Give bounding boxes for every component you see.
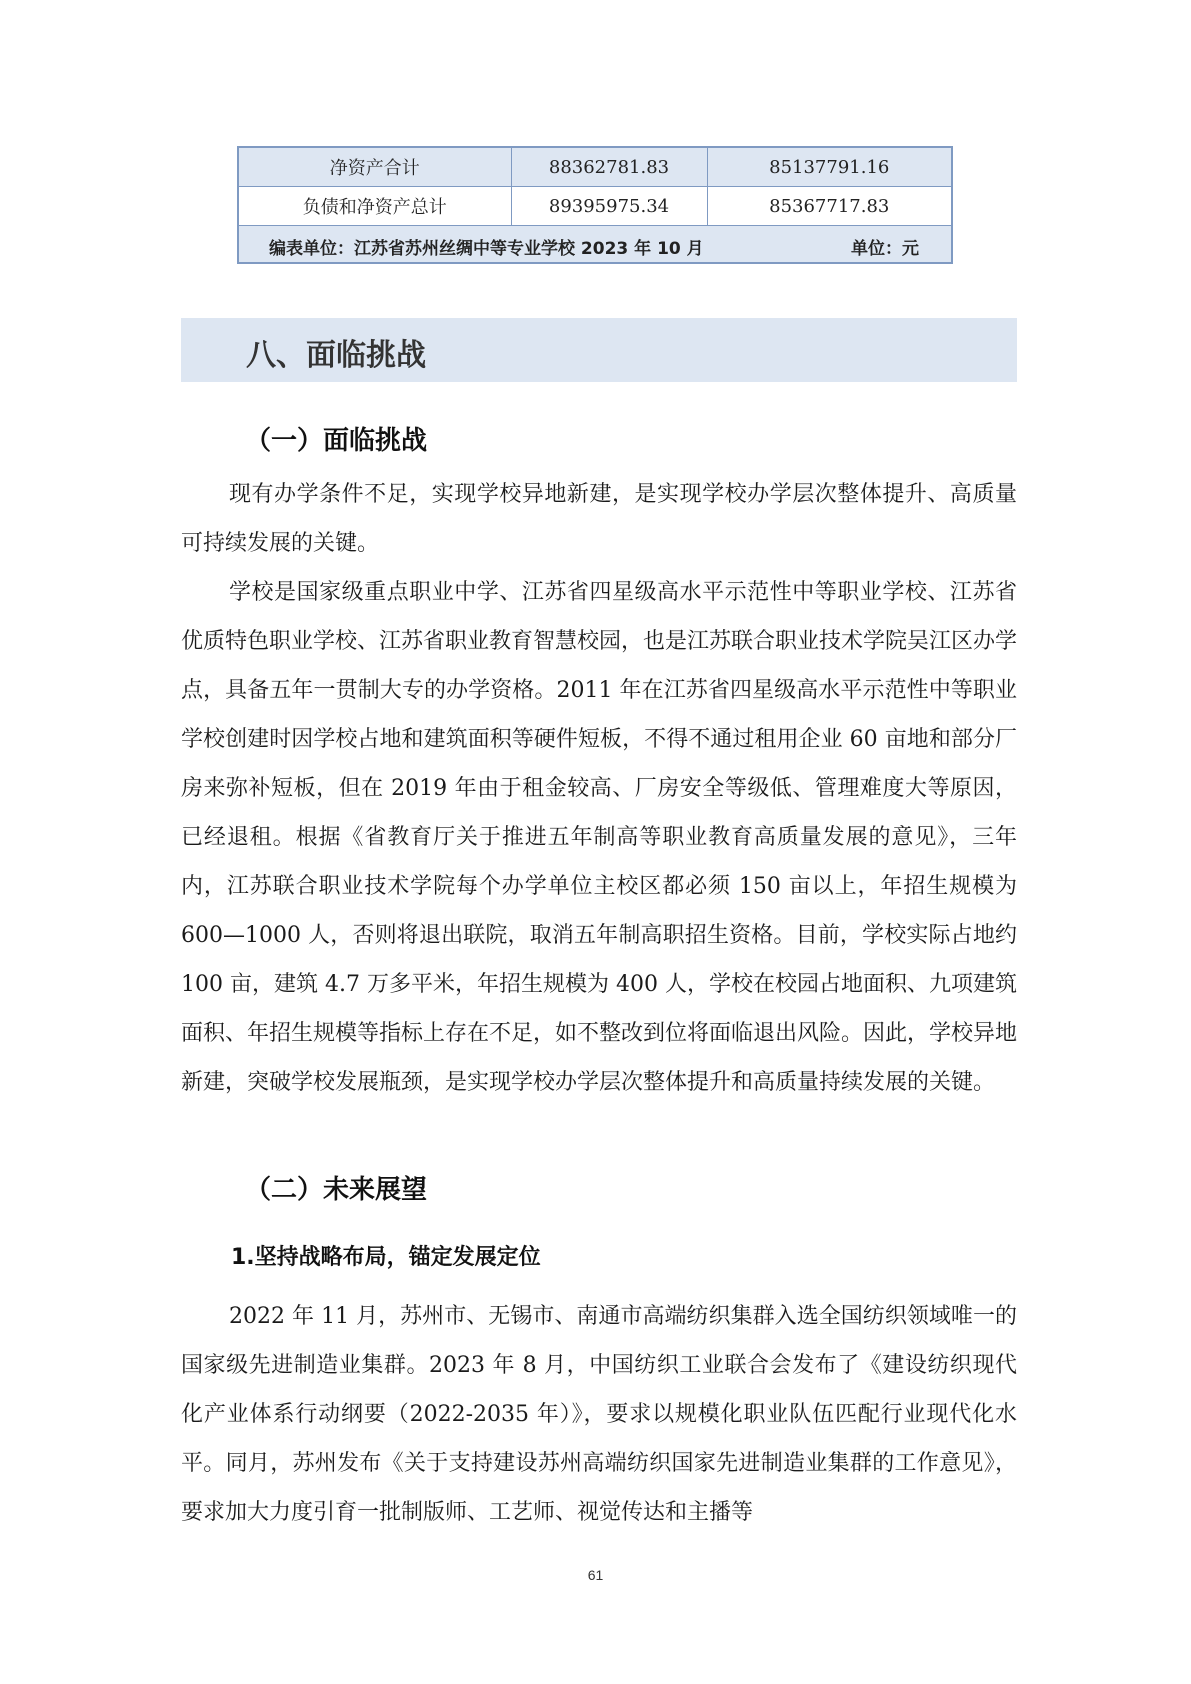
table-footer-row <box>238 226 952 264</box>
section-title: 八、面临挑战 <box>246 338 426 373</box>
table-footer-unit: 编表单位：江苏省苏州丝绸中等专业学校 2023 年 10 月 <box>269 239 704 259</box>
paragraph: 学校是国家级重点职业中学、江苏省四星级高水平示范性中等职业学校、江苏省优质特色职业学校、江苏省职业教育智慧校园，也是江苏联合职业技术学院吴江区办学点，具备五年一贯制大专的办学资格。2011 年在江苏省四星级高水平示范性中等职业学校创建时因学校占地和建筑面积等硬件短板，不得不通过租用企业 60 亩地和部分厂房来弥补短板，但在 2019 年由于租金较高、厂房安全等级低、管理难度大等原因，已经退租。根据《省教育厅关于推进五年制高等职业教育高质量发展的意见》，三年内，江苏联合职业技术学院每个办学单位主校区都必须 150 亩以上，年招生规模为 600—1000 人，否则将退出联院，取消五年制高职招生资格。目前，学校实际占地约 100 亩，建筑 4.7 万多平米，年招生规模为 400 人，学校在校园占地面积、九项建筑面积、年招生规模等指标上存在不足，如不整改到位将面临退出风险。因此，学校异地新建，突破学校发展瓶颈，是实现学校办学层次整体提升和高质量持续发展的关键。 <box>181 580 1018 1095</box>
row-value-1: 88362781.83 <box>511 147 707 187</box>
paragraph: 2022 年 11 月，苏州市、无锡市、南通市高端纺织集群入选全国纺织领域唯一的国家级先进制造业集群。2023 年 8 月，中国纺织工业联合会发布了《建设纺织现代化产业体系行动纲要（2022-2035 年）》，要求以规模化职业队伍匹配行业现代化水平。同月，苏州发布《关于支持建设苏州高端纺织国家先进制造业集群的工作意见》，要求加大力度引育一批制版师、工艺师、视觉传达和主播等 <box>181 1304 1017 1525</box>
subsection-title-challenges: （一）面临挑战 <box>245 426 428 456</box>
paragraph: 现有办学条件不足，实现学校异地新建，是实现学校办学层次整体提升、高质量可持续发展的关键。 <box>181 482 1017 556</box>
item-title: 1.坚持战略布局，锚定发展定位 <box>231 1245 541 1270</box>
table-row <box>238 187 952 226</box>
row-value-1: 89395975.34 <box>511 187 707 226</box>
row-label: 净资产合计 <box>238 147 511 187</box>
section-header <box>181 318 1017 382</box>
table-footer <box>238 226 952 264</box>
row-value-2: 85367717.83 <box>707 187 952 226</box>
subsection-title-outlook: （二）未来展望 <box>245 1175 428 1205</box>
balance-table <box>237 146 953 264</box>
row-value-2: 85137791.16 <box>707 147 952 187</box>
table-row <box>238 147 952 187</box>
page-number: 61 <box>587 1567 604 1583</box>
table-footer-currency: 单位：元 <box>851 239 919 259</box>
row-label: 负债和净资产总计 <box>238 187 511 226</box>
